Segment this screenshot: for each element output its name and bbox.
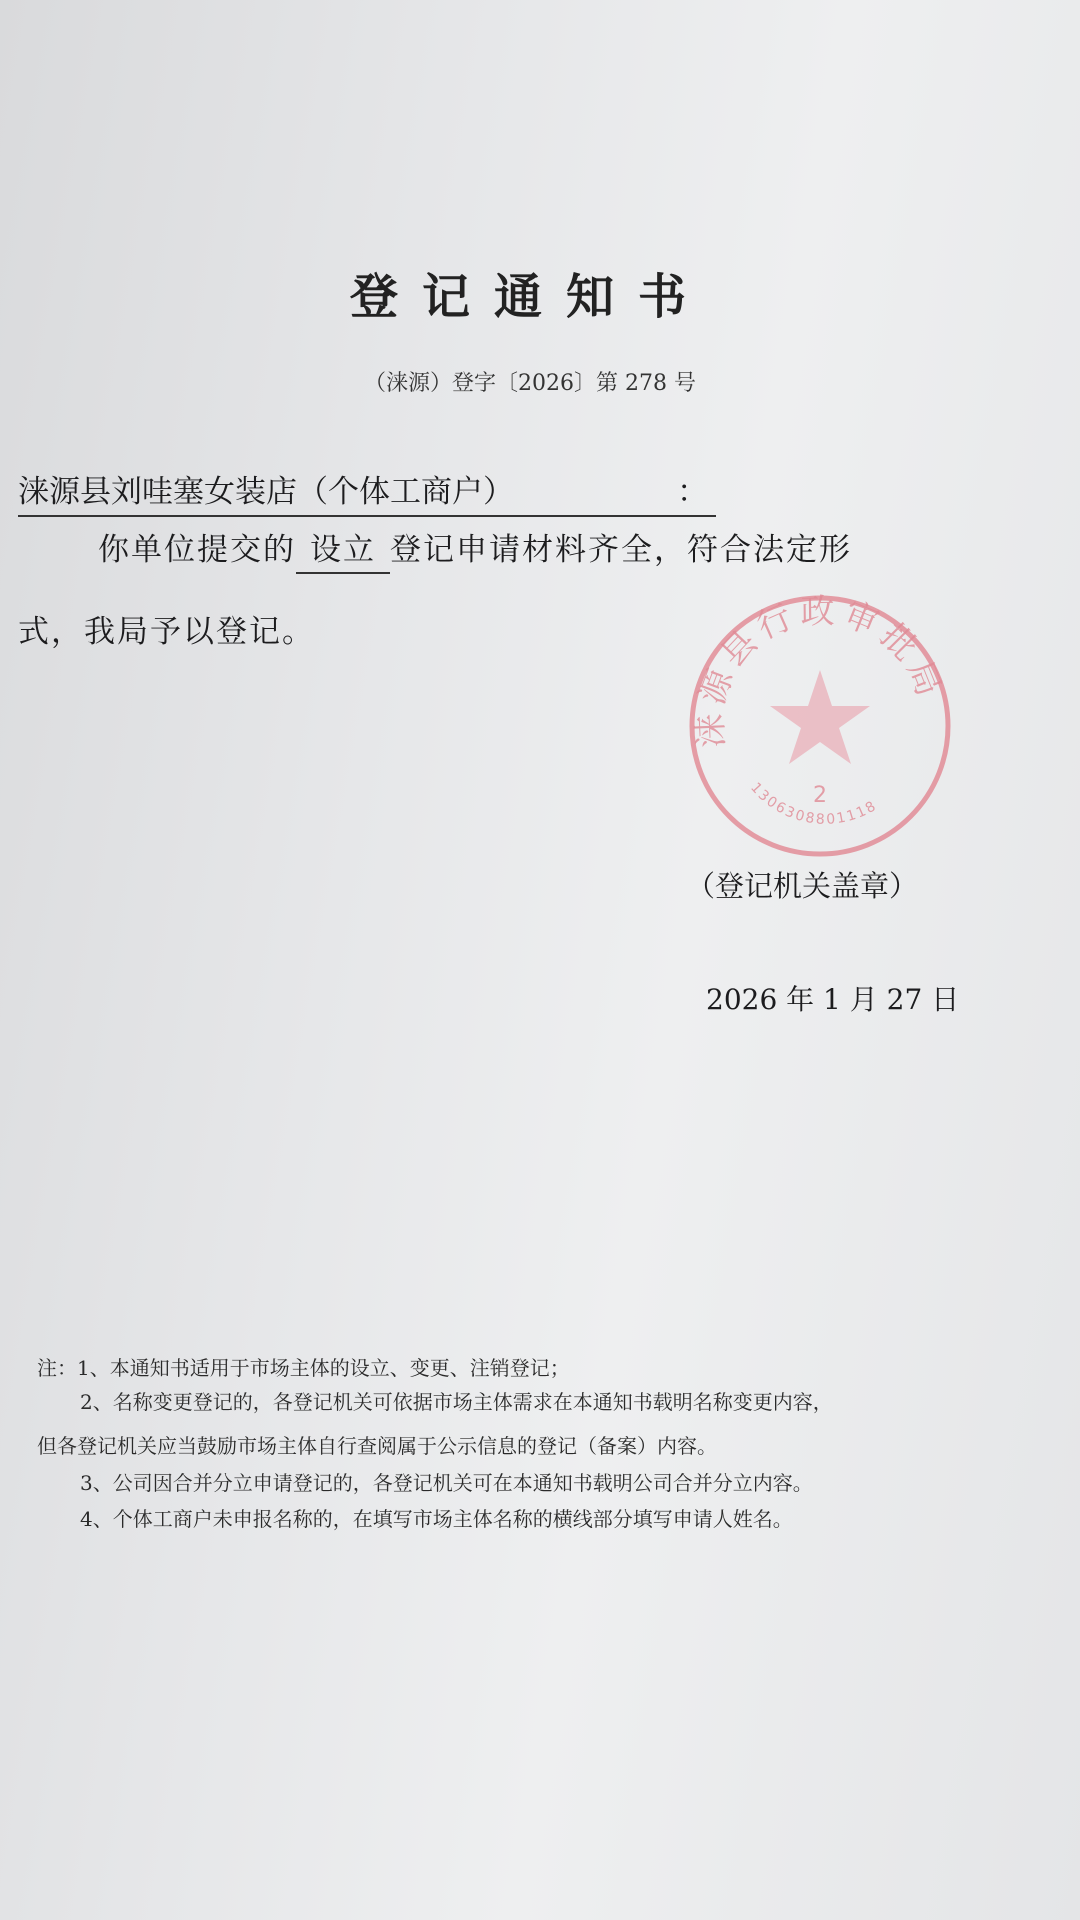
seal-sub-text: 2 [813,783,827,808]
seal-star-icon [770,670,870,764]
reference-number: （涞源）登字〔2026〕第 278 号 [364,371,696,396]
seal-code: 1306308801118 [747,779,881,828]
body-line-1 [98,530,852,574]
note-1: 注：1、本通知书适用于市场主体的设立、变更、注销登记； [37,1356,570,1380]
document-title: 登记通知书 [349,269,710,325]
note-3: 3、公司因合并分立申请登记的，各登记机关可在本通知书载明公司合并分立内容。 [80,1471,813,1495]
seal-org-text: 涞源县行政审批局 [690,592,951,749]
issue-date: 2026 年 1 月 27 日 [706,983,960,1016]
note-4: 4、个体工商户未申报名称的，在填写市场主体名称的横线部分填写申请人姓名。 [80,1507,793,1531]
note-2-continued: 但各登记机关应当鼓励市场主体自行查阅属于公示信息的登记（备案）内容。 [37,1434,717,1458]
entity-name-line [18,466,716,517]
note-2: 2、名称变更登记的，各登记机关可依据市场主体需求在本通知书载明名称变更内容， [80,1390,833,1414]
body-prefix: 你单位提交的 [98,532,296,568]
entity-colon: ： [677,474,708,510]
registration-type: 设立 [296,530,390,574]
official-seal-stamp [686,592,954,860]
body-suffix: 登记申请材料齐全，符合法定形 [390,532,852,568]
seal-label: （登记机关盖章） [686,869,919,903]
entity-name: 涞源县刘哇塞女装店（个体工商户） [18,474,514,510]
body-line-2: 式，我局予以登记。 [18,614,315,650]
